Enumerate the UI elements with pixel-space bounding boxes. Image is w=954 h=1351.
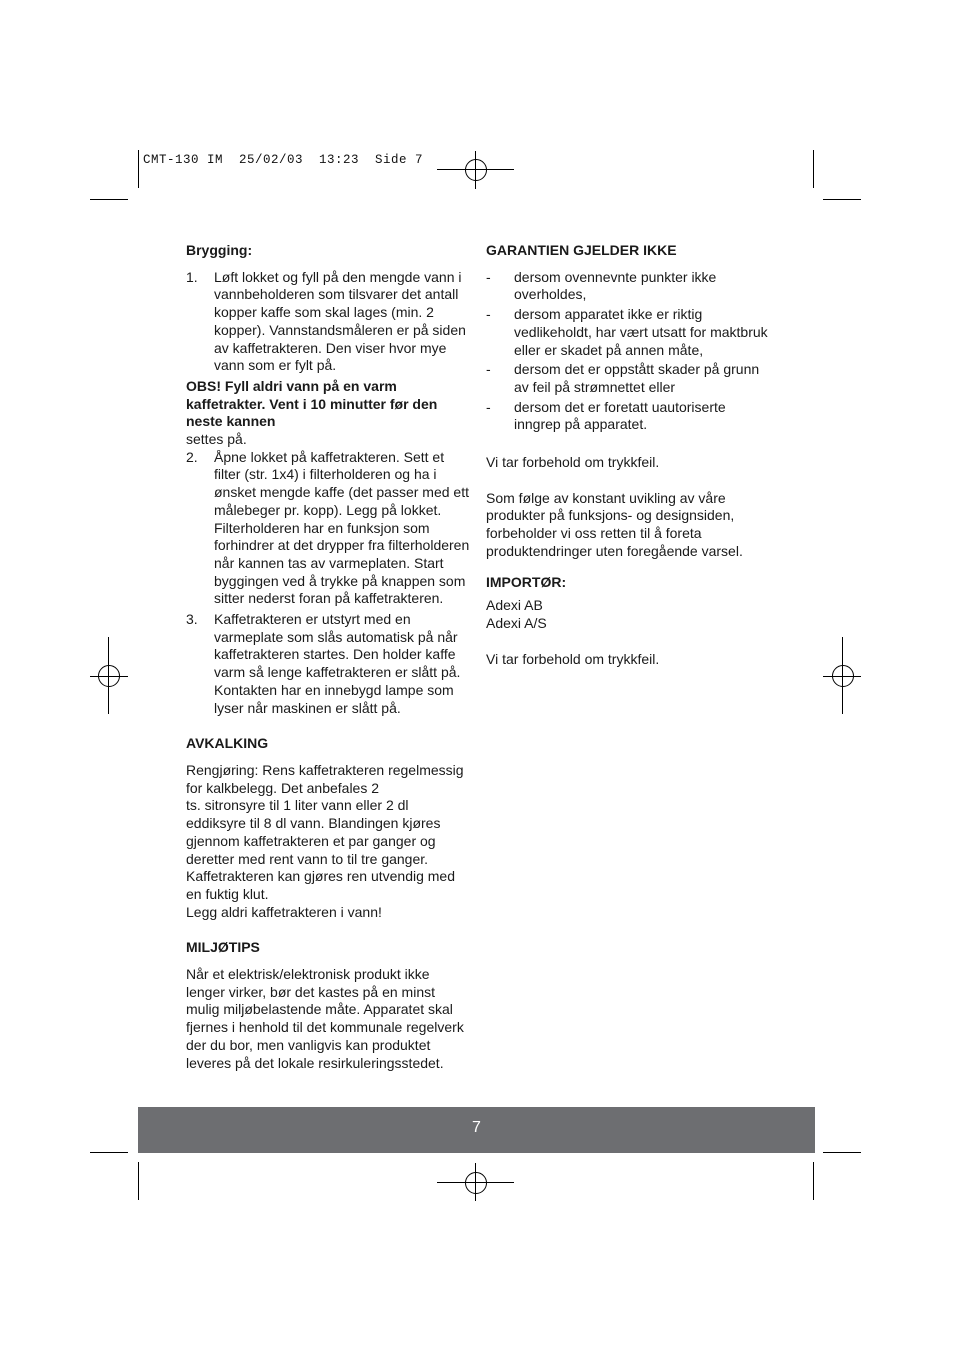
importor-line: Adexi A/S xyxy=(486,614,547,631)
avkalking-heading: AVKALKING xyxy=(186,735,269,752)
forbehold-text: Vi tar forbehold om trykkfeil. xyxy=(486,454,660,471)
printer-slug: CMT-130 IM 25/02/03 13:23 Side 7 xyxy=(143,153,424,167)
page-number: 7 xyxy=(472,1119,481,1136)
list-item: - dersom det er foretatt uautoriserte inngrep på apparatet. xyxy=(486,398,726,433)
brygging-heading: Brygging: xyxy=(186,242,253,258)
importor-heading: IMPORTØR: xyxy=(486,573,567,590)
list-item: 2. Åpne lokket på kaffetrakteren. Sett et filter (str. 1x4) i filterholderen og ha i ønsket mengde kaffe (det passer med ett målebeger pr. kopp). Legg på lokket. Filterholderen har en funksjon som forhindrer at det drypper fra filterholderen når kannen tas av varmeplaten. Start byggingen ved å trykke på knappen som sitter nederst foran på kaffetrakteren. xyxy=(186,448,470,607)
utvikling-text: Som følge av konstant uvikling av våre produkter på funksjons- og designsiden, forbeholder vi oss retten til å foreta produktendringer uten foregående varsel. xyxy=(486,489,743,559)
registration-target-icon xyxy=(465,1172,487,1194)
miljotips-heading: MILJØTIPS xyxy=(186,939,260,956)
obs-continuation: settes på. xyxy=(186,431,247,448)
list-item: - dersom apparatet ikke er riktig vedlikeholdt, har vært utsatt for maktbruk eller er skadet på annen måte, xyxy=(486,306,768,358)
list-item: - dersom det er oppstått skader på grunn av feil på strømnettet eller xyxy=(486,361,760,395)
garanti-heading: GARANTIEN GJELDER IKKE xyxy=(486,242,677,258)
importor-line: Adexi AB xyxy=(486,597,543,614)
left-column xyxy=(186,242,471,1072)
list-item: 1. Løft lokket og fyll på den mengde vann i vannbeholderen som tilsvarer det antall kopper kaffe som skal lages (min. 2 kopper). Vannstandsmåleren er på siden av kaffetrakteren. Den viser hvor mye vann som er fylt på. xyxy=(186,268,466,374)
avkalking-text: Rengjøring: Rens kaffetrakteren regelmessig for kalkbelegg. Det anbefales 2 xyxy=(186,761,464,796)
miljotips-text: Når et elektrisk/elektronisk produkt ikke lenger virker, bør det kastes på en minst mulig miljøbelastende måte. Apparatet skal fjernes i henhold til det kommunale regelverk der du bor, men vanligvis kan produktet leveres på det lokale resirkuleringsstedet. xyxy=(186,966,464,1071)
list-item: - dersom ovennevnte punkter ikke overholdes, xyxy=(486,268,717,303)
registration-target-icon xyxy=(832,665,854,687)
forbehold-text: Vi tar forbehold om trykkfeil. xyxy=(486,650,660,667)
right-column xyxy=(486,242,776,668)
avkalking-warning: Legg aldri kaffetrakteren i vann! xyxy=(186,903,382,920)
obs-warning: OBS! Fyll aldri vann på en varm kaffetrakter. Vent i 10 minutter før den neste kannen xyxy=(186,377,438,430)
registration-target-icon xyxy=(465,159,487,181)
footer-bar xyxy=(138,1107,815,1153)
avkalking-text: ts. sitronsyre til 1 liter vann eller 2 dl eddiksyre til 8 dl vann. Blandingen kjøres gjennom kaffetrakteren et par ganger og deretter med rent vann to til tre ganger. Kaffetrakteren kan gjøres ren utvendig med en fuktig klut. xyxy=(186,797,456,902)
registration-target-icon xyxy=(98,665,120,687)
list-item: 3. Kaffetrakteren er utstyrt med en varmeplate som slås automatisk på når kaffetrakteren startes. Den holder kaffe varm så lenge kaffetrakteren er slått på. Kontakten har en innebygd lampe som lyser når maskinen er slått på. xyxy=(186,611,461,716)
